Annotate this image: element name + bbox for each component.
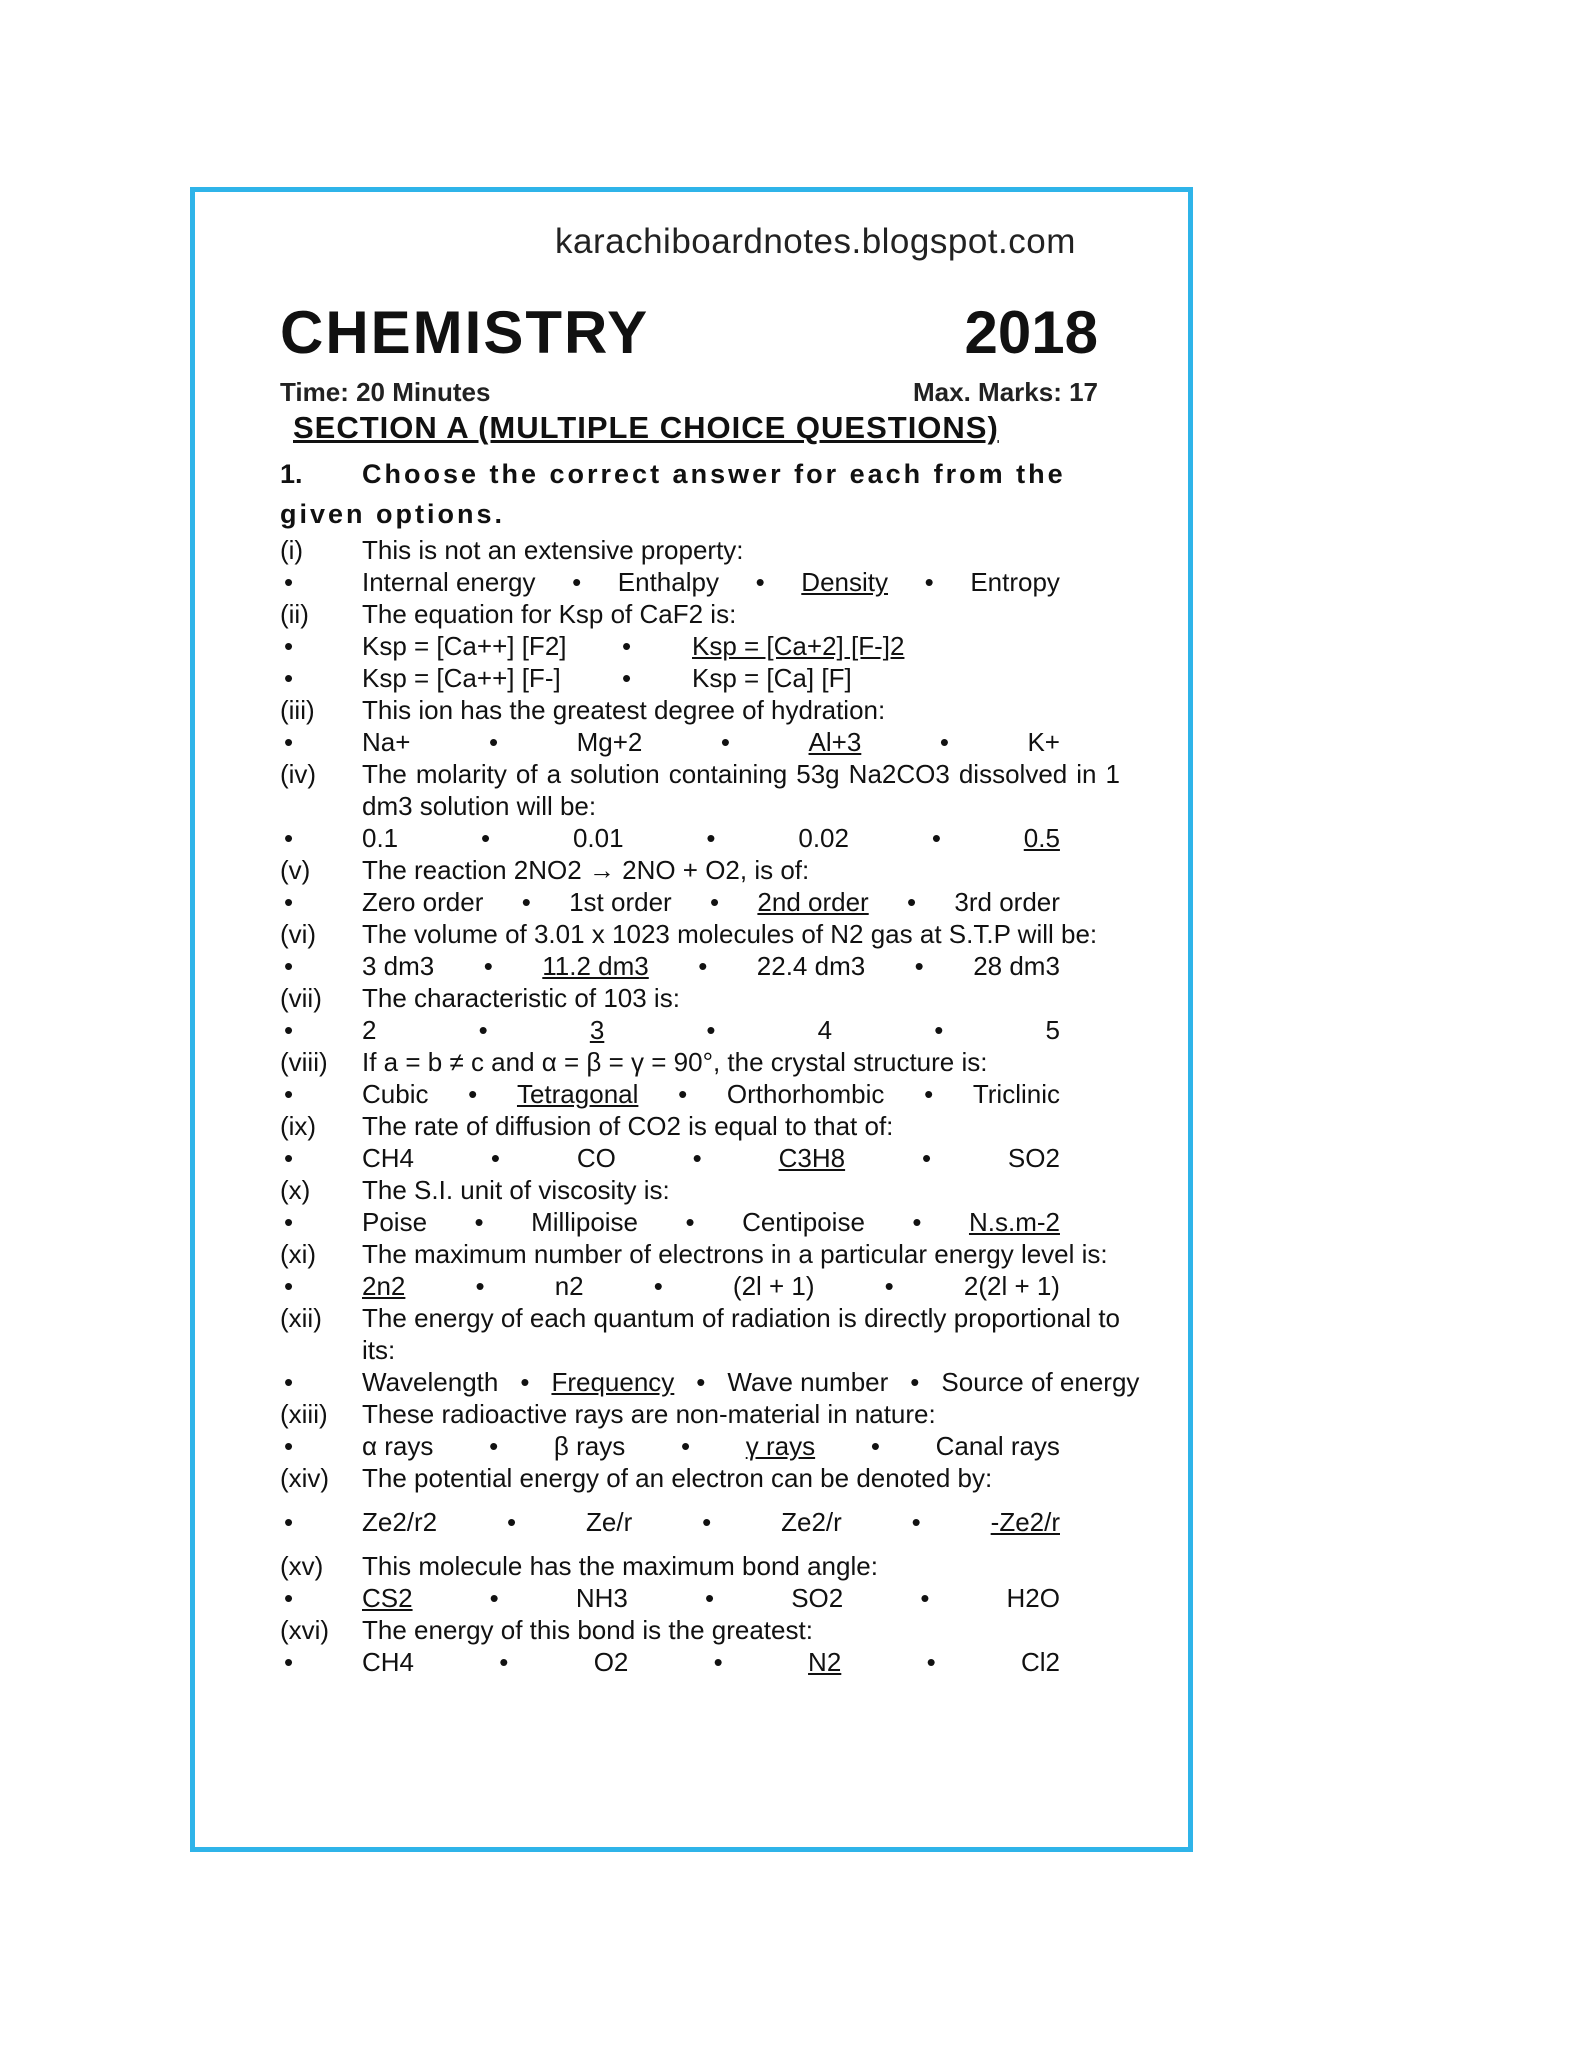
option[interactable]: NH3 — [575, 1583, 628, 1613]
bullet-icon: • — [720, 727, 730, 757]
option[interactable]: 1st order — [569, 887, 672, 917]
bullet-icon: • — [907, 887, 917, 917]
option[interactable]: 4 — [817, 1015, 833, 1045]
bullet-icon: • — [481, 823, 491, 853]
option[interactable]: Internal energy — [362, 567, 536, 597]
bullet-icon: • — [921, 1143, 932, 1173]
bullet-icon: • — [653, 1271, 663, 1301]
instruction-text: Choose the correct answer for each from the given options. — [280, 459, 1066, 529]
question-item — [280, 1550, 1120, 1614]
subject-title: CHEMISTRY — [280, 299, 650, 366]
option[interactable]: -Ze2/r — [990, 1507, 1060, 1537]
question-text: The volume of 3.01 x 1023 molecules of N2 gas at S.T.P will be: — [362, 919, 1098, 949]
section-heading: SECTION A (MULTIPLE CHOICE QUESTIONS) — [293, 410, 999, 445]
bullet-icon: • — [622, 663, 632, 693]
question-item — [280, 1398, 1120, 1462]
option[interactable]: Poise — [362, 1207, 428, 1237]
question-text: The maximum number of electrons in a particular energy level is: — [362, 1239, 1108, 1269]
bullet-icon: • — [920, 1583, 930, 1613]
bullet-icon: • — [475, 1271, 485, 1301]
question-text: This molecule has the maximum bond angle: — [362, 1551, 878, 1581]
bullet-icon: • — [912, 1207, 922, 1237]
option[interactable]: Ze2/r — [781, 1507, 842, 1537]
question-text: The energy of each quantum of radiation is directly proportional to its: — [362, 1303, 1120, 1365]
bullet-icon: • — [489, 1583, 499, 1613]
option[interactable]: 28 dm3 — [973, 951, 1060, 981]
bullet-icon: • — [468, 1079, 478, 1109]
question-label: (i) — [280, 535, 304, 565]
option[interactable]: Cl2 — [1020, 1647, 1060, 1677]
bullet-icon: • — [910, 1367, 920, 1397]
option[interactable]: 22.4 dm3 — [756, 951, 866, 981]
option[interactable]: CS2 — [362, 1583, 413, 1613]
bullet-icon: • — [926, 1647, 936, 1677]
option[interactable]: 0.01 — [572, 823, 624, 853]
option[interactable]: Triclinic — [972, 1079, 1060, 1109]
question-text: The potential energy of an electron can be denoted by: — [362, 1463, 993, 1493]
bullet-icon: • — [284, 567, 294, 597]
option[interactable]: Wave number — [727, 1367, 889, 1397]
question-label: (x) — [280, 1175, 311, 1205]
bullet-icon: • — [499, 1647, 509, 1677]
bullet-icon: • — [713, 1647, 723, 1677]
bullet-icon: • — [706, 823, 716, 853]
option[interactable]: 3 dm3 — [362, 951, 435, 981]
bullet-icon: • — [488, 727, 499, 757]
question-text: The characteristic of 103 is: — [362, 983, 680, 1013]
question-text: The S.I. unit of viscosity is: — [362, 1175, 670, 1205]
option[interactable]: N.s.m-2 — [968, 1207, 1060, 1237]
bullet-icon: • — [870, 1431, 880, 1461]
bullet-icon: • — [702, 1507, 712, 1537]
bullet-icon: • — [710, 887, 720, 917]
option[interactable]: 3 — [589, 1015, 605, 1045]
question-text: The equation for Ksp of CaF2 is: — [362, 599, 737, 629]
bullet-icon: • — [490, 1143, 500, 1173]
bullet-icon: • — [931, 823, 941, 853]
time-allowed: Time: 20 Minutes — [280, 377, 491, 407]
bullet-icon: • — [755, 567, 765, 597]
bullet-icon: • — [483, 951, 493, 981]
option[interactable]: Na+ — [362, 727, 411, 757]
bullet-icon: • — [572, 567, 582, 597]
question-text: These radioactive rays are non-material in nature: — [362, 1399, 936, 1429]
bullet-icon: • — [678, 1079, 688, 1109]
option[interactable]: (2l + 1) — [732, 1271, 815, 1301]
option[interactable]: Tetragonal — [516, 1079, 639, 1109]
bullet-icon: • — [680, 1431, 691, 1461]
option[interactable]: α rays — [362, 1431, 434, 1461]
max-marks: Max. Marks: 17 — [913, 377, 1098, 407]
question-item — [280, 1110, 1120, 1174]
option[interactable]: Source of energy — [941, 1367, 1140, 1397]
question-number: 1. — [280, 459, 303, 489]
question-text: The reaction 2NO2 → 2NO + O2, is of: — [362, 855, 810, 885]
bullet-icon: • — [914, 951, 924, 981]
bullet-icon: • — [911, 1507, 921, 1537]
option[interactable]: Canal rays — [935, 1431, 1060, 1461]
question-item — [280, 1302, 1140, 1398]
bullet-icon: • — [489, 1431, 499, 1461]
question-item — [280, 534, 1120, 598]
question-item — [280, 1046, 1120, 1110]
option[interactable]: Centipoise — [742, 1207, 865, 1237]
bullet-icon: • — [284, 1647, 294, 1677]
bullet-icon: • — [685, 1207, 695, 1237]
question-item — [280, 694, 1120, 758]
option[interactable]: CH4 — [362, 1143, 415, 1173]
option[interactable]: 2nd order — [757, 887, 869, 917]
option[interactable]: 2(2l + 1) — [963, 1271, 1060, 1301]
option[interactable]: 0.02 — [798, 823, 849, 853]
question-label: (xv) — [280, 1551, 324, 1581]
option[interactable]: CH4 — [362, 1647, 415, 1677]
question-item — [280, 758, 1120, 854]
bullet-icon: • — [284, 1015, 294, 1045]
question-label: (xiv) — [280, 1463, 330, 1493]
bullet-icon: • — [284, 1583, 294, 1613]
option[interactable]: Ksp = [Ca++] [F2] — [362, 631, 567, 661]
option[interactable]: β rays — [553, 1431, 626, 1461]
bullet-icon: • — [884, 1271, 894, 1301]
option[interactable]: CO — [576, 1143, 616, 1173]
question-label: (xi) — [280, 1239, 317, 1269]
bullet-icon: • — [284, 1367, 294, 1397]
question-label: (xiii) — [280, 1399, 328, 1429]
paper-frame — [190, 187, 1193, 1852]
option[interactable]: 2n2 — [362, 1271, 406, 1301]
option[interactable]: Enthalpy — [617, 567, 719, 597]
option[interactable]: Density — [801, 567, 888, 597]
bullet-icon: • — [284, 887, 294, 917]
option[interactable]: Al+3 — [808, 727, 862, 757]
option[interactable]: Ze2/r2 — [362, 1507, 438, 1537]
question-item — [280, 1614, 1120, 1678]
option[interactable]: SO2 — [1007, 1143, 1060, 1173]
question-label: (xii) — [280, 1303, 322, 1333]
question-item — [280, 1238, 1120, 1302]
option[interactable]: 2 — [362, 1015, 377, 1045]
option[interactable]: H2O — [1006, 1583, 1060, 1613]
bullet-icon: • — [284, 951, 294, 981]
option[interactable]: 11.2 dm3 — [542, 951, 649, 981]
question-label: (iii) — [280, 695, 315, 725]
question-label: (vi) — [280, 919, 317, 949]
exam-year: 2018 — [964, 299, 1098, 366]
option[interactable]: O2 — [593, 1647, 629, 1677]
option[interactable]: Orthorhombic — [726, 1079, 885, 1109]
question-label: (ix) — [280, 1111, 317, 1141]
bullet-icon: • — [924, 1079, 934, 1109]
question-item — [280, 982, 1120, 1046]
bullet-icon: • — [507, 1507, 517, 1537]
bullet-icon: • — [284, 823, 294, 853]
option[interactable]: Zero order — [362, 887, 484, 917]
option[interactable]: Frequency — [551, 1367, 675, 1397]
bullet-icon: • — [284, 1507, 294, 1537]
question-item — [280, 1174, 1120, 1238]
bullet-icon: • — [284, 1271, 294, 1301]
bullet-icon: • — [474, 1207, 484, 1237]
bullet-icon: • — [924, 567, 934, 597]
bullet-icon: • — [706, 1015, 716, 1045]
question-item — [280, 1462, 1120, 1550]
question-list — [280, 534, 1140, 1678]
bullet-icon: • — [284, 1207, 294, 1237]
bullet-icon: • — [704, 1583, 715, 1613]
option[interactable]: K+ — [1027, 727, 1060, 757]
option[interactable]: γ rays — [745, 1431, 816, 1461]
bullet-icon: • — [692, 1143, 702, 1173]
question-label: (viii) — [280, 1047, 328, 1077]
bullet-icon: • — [284, 631, 294, 661]
question-text: If a = b ≠ c and α = β = γ = 90°, the crystal structure is: — [362, 1047, 988, 1077]
bullet-icon: • — [284, 1431, 294, 1461]
option[interactable]: 0.5 — [1023, 823, 1060, 853]
question-text: The energy of this bond is the greatest: — [362, 1615, 813, 1645]
bullet-icon: • — [284, 663, 294, 693]
site-url: karachiboardnotes.blogspot.com — [555, 222, 1076, 261]
instruction — [280, 454, 1110, 534]
option[interactable]: 5 — [1045, 1015, 1060, 1045]
bullet-icon: • — [939, 727, 949, 757]
question-label: (xvi) — [280, 1615, 330, 1645]
option[interactable]: Wavelength — [362, 1367, 499, 1397]
bullet-icon: • — [934, 1015, 944, 1045]
question-label: (ii) — [280, 599, 309, 629]
bullet-icon: • — [284, 727, 294, 757]
question-text: This ion has the greatest degree of hydration: — [362, 695, 886, 725]
question-label: (iv) — [280, 759, 317, 789]
question-label: (vii) — [280, 983, 322, 1013]
question-text: The rate of diffusion of CO2 is equal to that of: — [362, 1111, 894, 1141]
bullet-icon: • — [478, 1015, 488, 1045]
bullet-icon: • — [698, 951, 708, 981]
option[interactable]: n2 — [554, 1271, 584, 1301]
bullet-icon: • — [284, 1079, 294, 1109]
option[interactable]: N2 — [808, 1647, 842, 1677]
bullet-icon: • — [284, 1143, 294, 1173]
option[interactable]: Entropy — [970, 567, 1060, 597]
option[interactable]: Ksp = [Ca+2] [F-]2 — [692, 631, 905, 661]
question-text: The molarity of a solution containing 53g Na2CO3 dissolved in 1 dm3 solution will be: — [362, 759, 1120, 821]
option[interactable]: Cubic — [362, 1079, 429, 1109]
bullet-icon: • — [622, 631, 632, 661]
option[interactable]: Mg+2 — [576, 727, 643, 757]
option[interactable]: Ze/r — [586, 1507, 633, 1537]
question-item — [280, 598, 1120, 694]
bullet-icon: • — [696, 1367, 706, 1397]
question-label: (v) — [280, 855, 311, 885]
option[interactable]: 0.1 — [362, 823, 399, 853]
question-item — [280, 854, 1120, 918]
option[interactable]: Millipoise — [531, 1207, 639, 1237]
bullet-icon: • — [521, 887, 531, 917]
question-text: This is not an extensive property: — [362, 535, 744, 565]
question-item — [280, 918, 1120, 982]
option[interactable]: Ksp = [Ca] [F] — [692, 663, 852, 693]
option[interactable]: Ksp = [Ca++] [F-] — [362, 663, 561, 693]
option[interactable]: SO2 — [791, 1583, 844, 1613]
bullet-icon: • — [520, 1367, 530, 1397]
option[interactable]: 3rd order — [954, 887, 1060, 917]
option[interactable]: C3H8 — [778, 1143, 846, 1173]
